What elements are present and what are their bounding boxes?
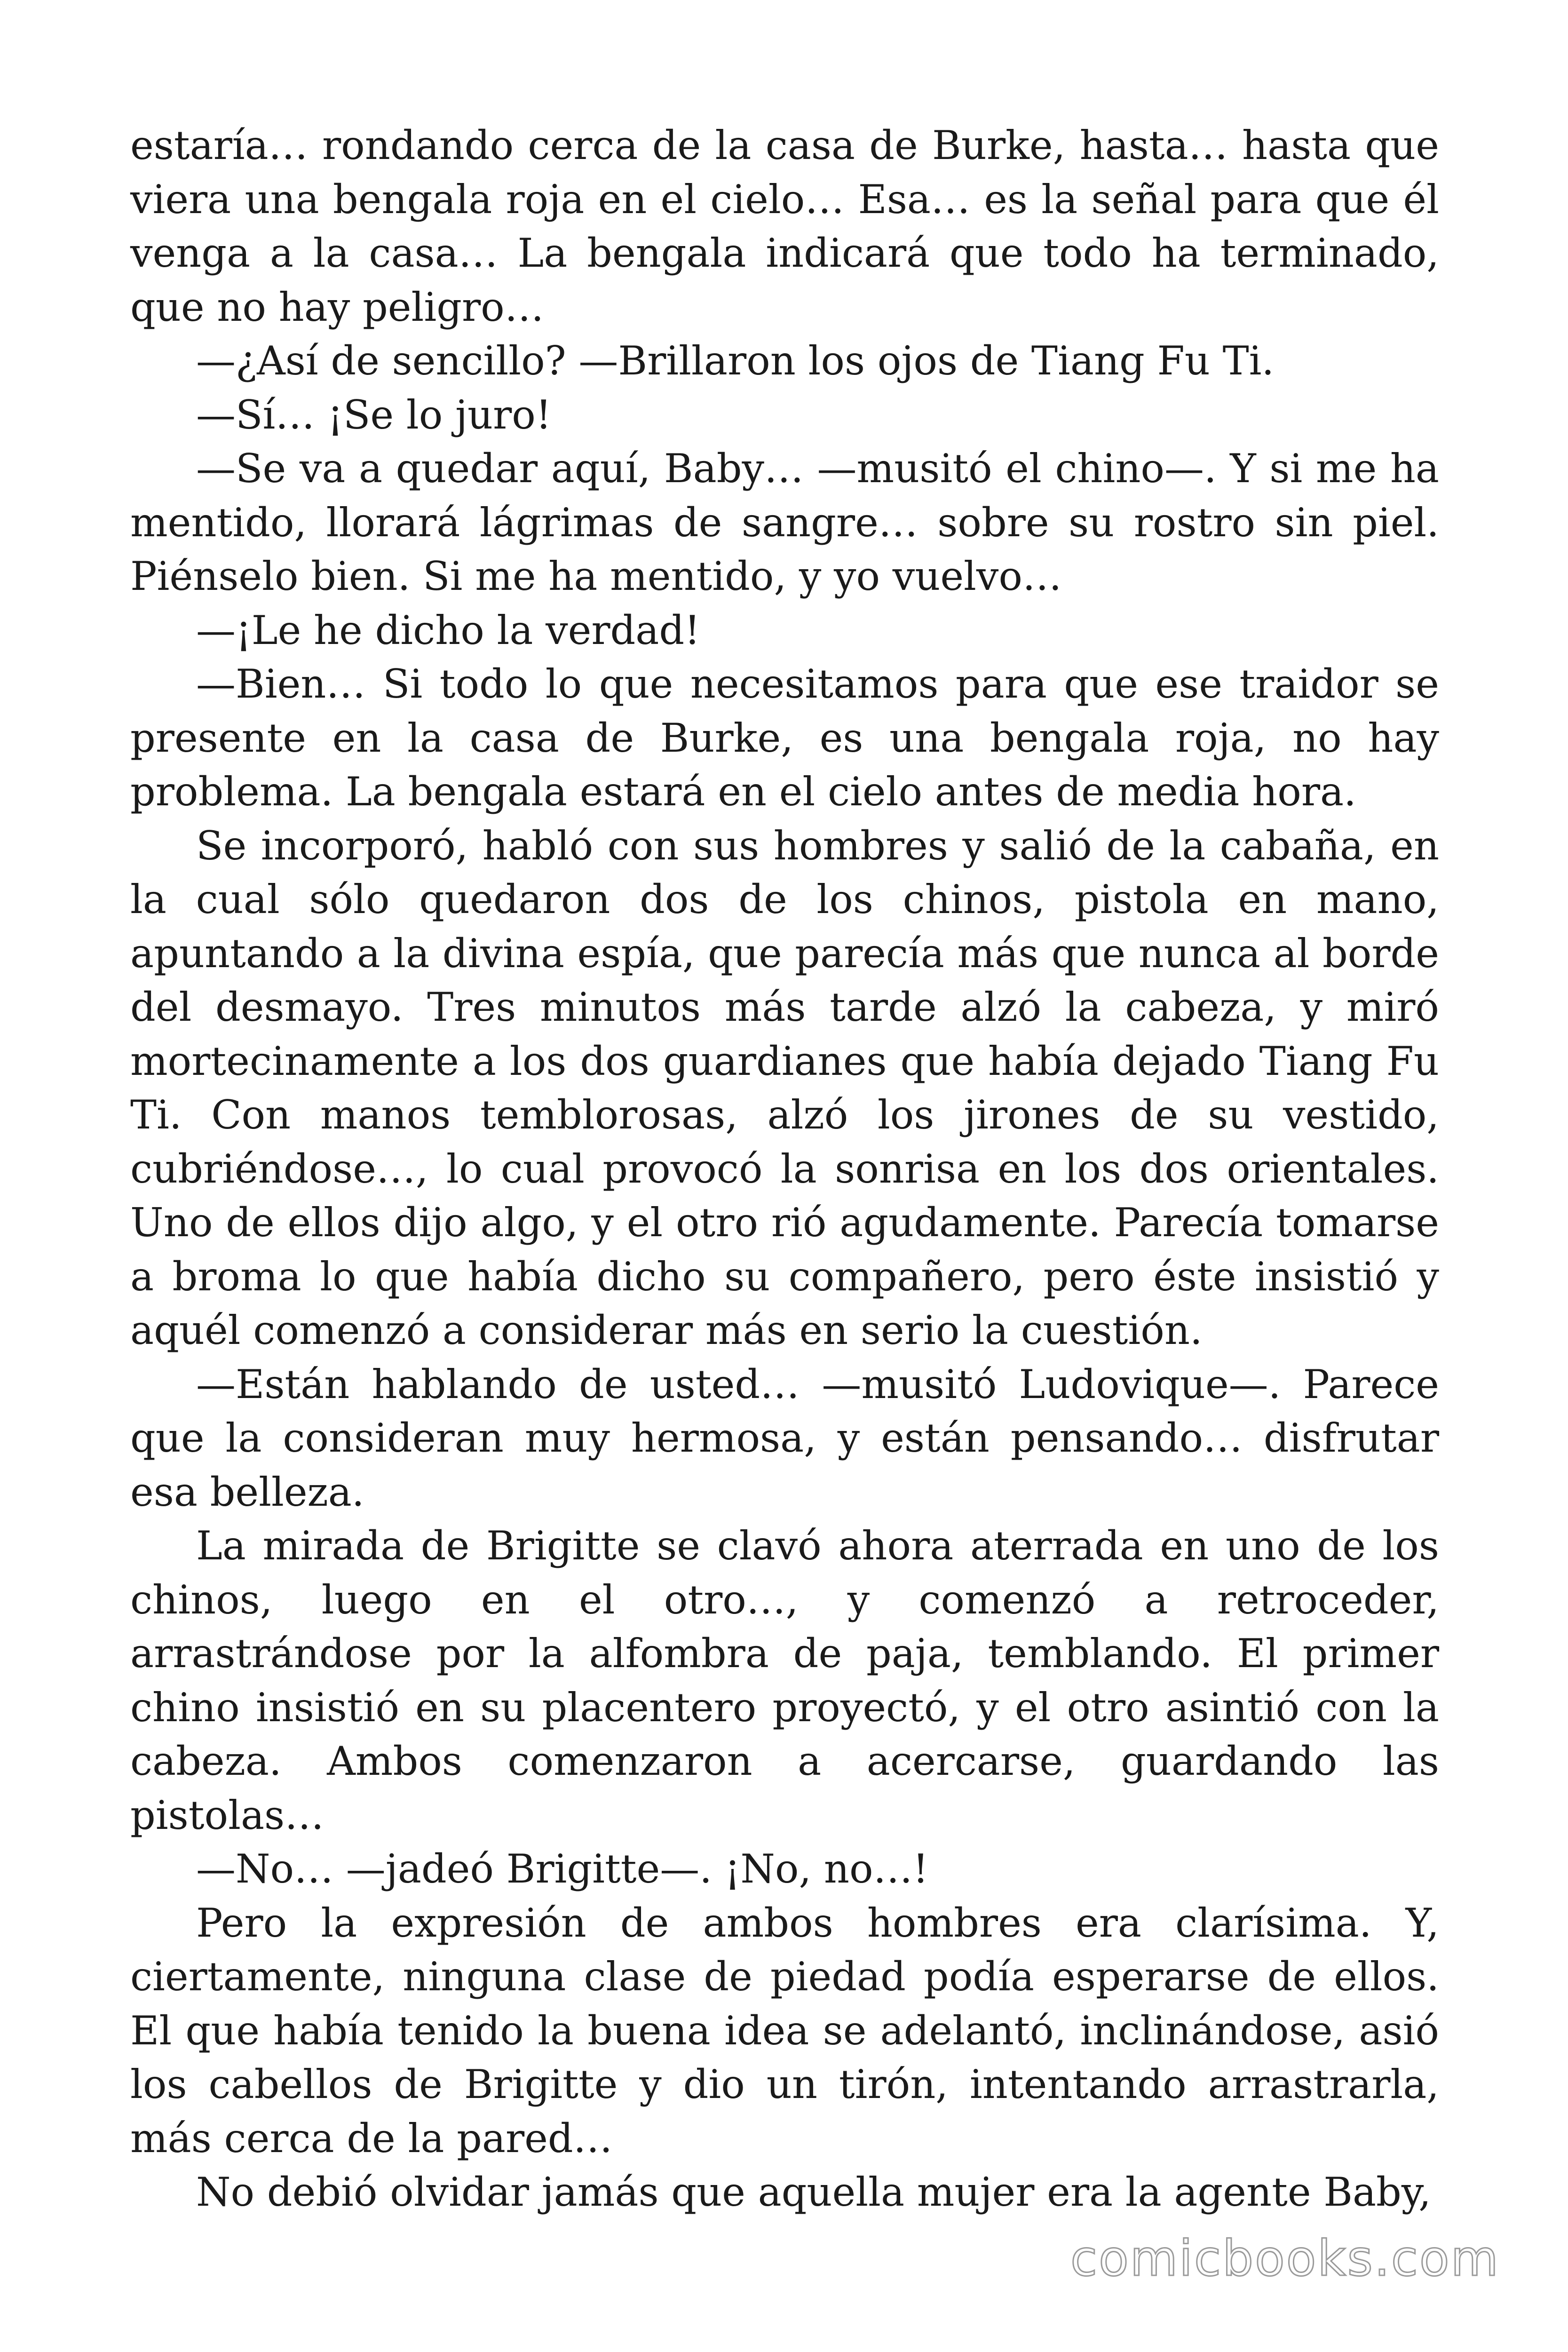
paragraph-6: —Bien… Si todo lo que necesitamos para que ese traidor se presente en la casa de Burke, es una bengala roja, no hay problema. La bengala estará en el cielo antes de media hora. <box>130 661 1439 815</box>
paragraph-9: La mirada de Brigitte se clavó ahora aterrada en uno de los chinos, luego en el otro…, y comenzó a retroceder, arrastrándose por la alfombra de paja, temblando. El primer chino insistió en su placentero proyectó, y el otro asintió con la cabeza. Ambos comenzaron a acercarse, guardando las pistolas… <box>130 1523 1439 1838</box>
paragraph-8: —Están hablando de usted… —musitó Ludovique—. Parece que la consideran muy hermosa, y están pensando… disfrutar esa belleza. <box>130 1361 1439 1515</box>
page-body <box>130 119 1439 2219</box>
paragraph-1: estaría… rondando cerca de la casa de Burke, hasta… hasta que viera una bengala roja en el cielo… Esa… es la señal para que él venga a la casa… La bengala indicará que todo ha terminado, que no hay peligro… <box>130 122 1439 330</box>
paragraph-2: —¿Así de sencillo? —Brillaron los ojos de Tiang Fu Ti. <box>196 338 1275 384</box>
paragraph-11: Pero la expresión de ambos hombres era clarísima. Y, ciertamente, ninguna clase de piedad podía esperarse de ellos. El que había tenido la buena idea se adelantó, inclinándose, asió los cabellos de Brigitte y dio un tirón, intentando arrastrarla, más cerca de la pared… <box>130 1899 1439 2161</box>
paragraph-4: —Se va a quedar aquí, Baby… —musitó el chino—. Y si me ha mentido, llorará lágrimas de sangre… sobre su rostro sin piel. Piénselo bien. Si me ha mentido, y yo vuelvo… <box>130 445 1439 599</box>
paragraph-10: —No… —jadeó Brigitte—. ¡No, no…! <box>196 1846 929 1892</box>
watermark: comicbooks.com <box>1070 2230 1500 2287</box>
paragraph-5: —¡Le he dicho la verdad! <box>196 607 700 653</box>
paragraph-3: —Sí… ¡Se lo juro! <box>196 391 552 438</box>
paragraph-7: Se incorporó, habló con sus hombres y salió de la cabaña, en la cual sólo quedaron dos de los chinos, pistola en mano, apuntando a la divina espía, que parecía más que nunca al borde del desmayo. Tres minutos más tarde alzó la cabeza, y miró mortecinamente a los dos guardianes que había dejado Tiang Fu Ti. Con manos temblorosas, alzó los jirones de su vestido, cubriéndose…, lo cual provocó la sonrisa en los dos orientales. Uno de ellos dijo algo, y el otro rió agudamente. Parecía tomarse a broma lo que había dicho su compañero, pero éste insistió y aquél comenzó a considerar más en serio la cuestión. <box>130 822 1439 1353</box>
paragraph-12: No debió olvidar jamás que aquella mujer era la agente Baby, <box>196 2169 1431 2215</box>
